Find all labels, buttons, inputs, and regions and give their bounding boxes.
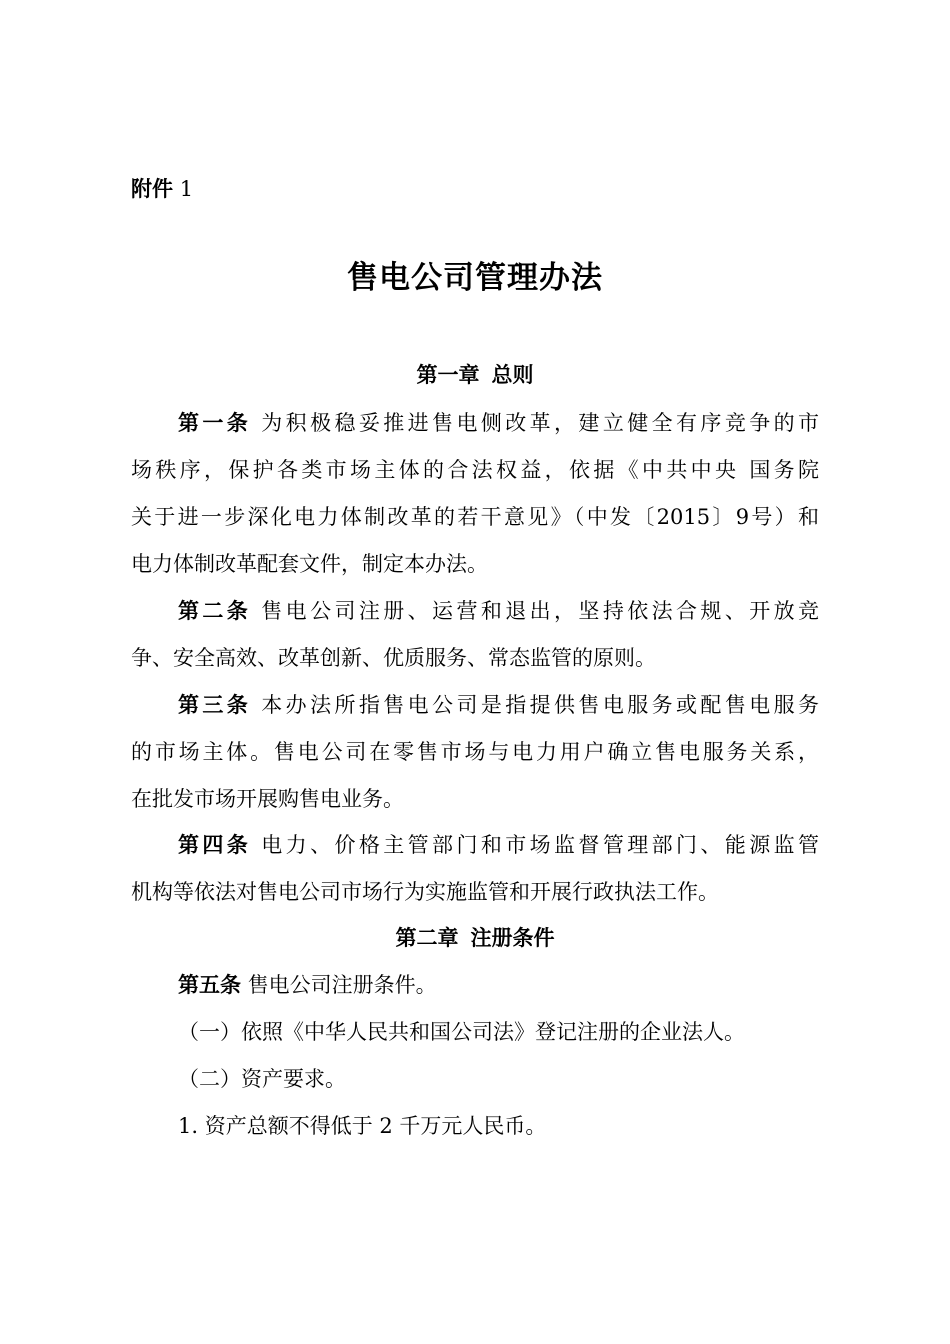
- article-2-line-1: 第二条 售电公司注册、运营和退出，坚持依法合规、开放竞: [178, 599, 820, 623]
- article-1-line-3: 关于进一步深化电力体制改革的若干意见》（中发〔2015〕9号）和: [131, 505, 819, 529]
- article-1-line-4: 电力体制改革配套文件，制定本办法。: [131, 552, 488, 576]
- article-3-line-1: 第三条 本办法所指售电公司是指提供售电服务或配售电服务: [178, 693, 820, 717]
- item-2-sub-1: 1. 资产总额不得低于 2 千万元人民币。: [178, 1114, 547, 1138]
- chapter-heading-2: 第二章 注册条件: [395, 926, 555, 950]
- item-2: （二）资产要求。: [178, 1067, 346, 1091]
- article-5-label: 第五条: [178, 973, 241, 997]
- article-3-label: 第三条: [178, 693, 252, 717]
- article-1-line-1: 第一条 为积极稳妥推进售电侧改革，建立健全有序竞争的市: [178, 411, 820, 435]
- article-4-line-2: 机构等依法对售电公司市场行为实施监管和开展行政执法工作。: [131, 880, 719, 904]
- article-1-label: 第一条: [178, 411, 252, 435]
- chapter-heading-1: 第一章 总则: [416, 363, 534, 387]
- item-1: （一）依照《中华人民共和国公司法》登记注册的企业法人。: [178, 1020, 745, 1044]
- attachment-label: 附件 1: [131, 177, 194, 201]
- article-2-label: 第二条: [178, 599, 252, 623]
- article-1-line-2: 场秩序，保护各类市场主体的合法权益，依据《中共中央 国务院: [131, 458, 819, 482]
- article-3-line-3: 在批发市场开展购售电业务。: [131, 787, 404, 811]
- article-2-line-2: 争、安全高效、改革创新、优质服务、常态监管的原则。: [131, 646, 656, 670]
- article-3-line-2: 的市场主体。售电公司在零售市场与电力用户确立售电服务关系，: [131, 740, 819, 764]
- article-4-line-1: 第四条 电力、价格主管部门和市场监督管理部门、能源监管: [178, 833, 820, 857]
- article-4-label: 第四条: [178, 833, 252, 857]
- document-title: 售电公司管理办法: [347, 260, 603, 296]
- article-5-line-1: 第五条 售电公司注册条件。: [178, 973, 437, 997]
